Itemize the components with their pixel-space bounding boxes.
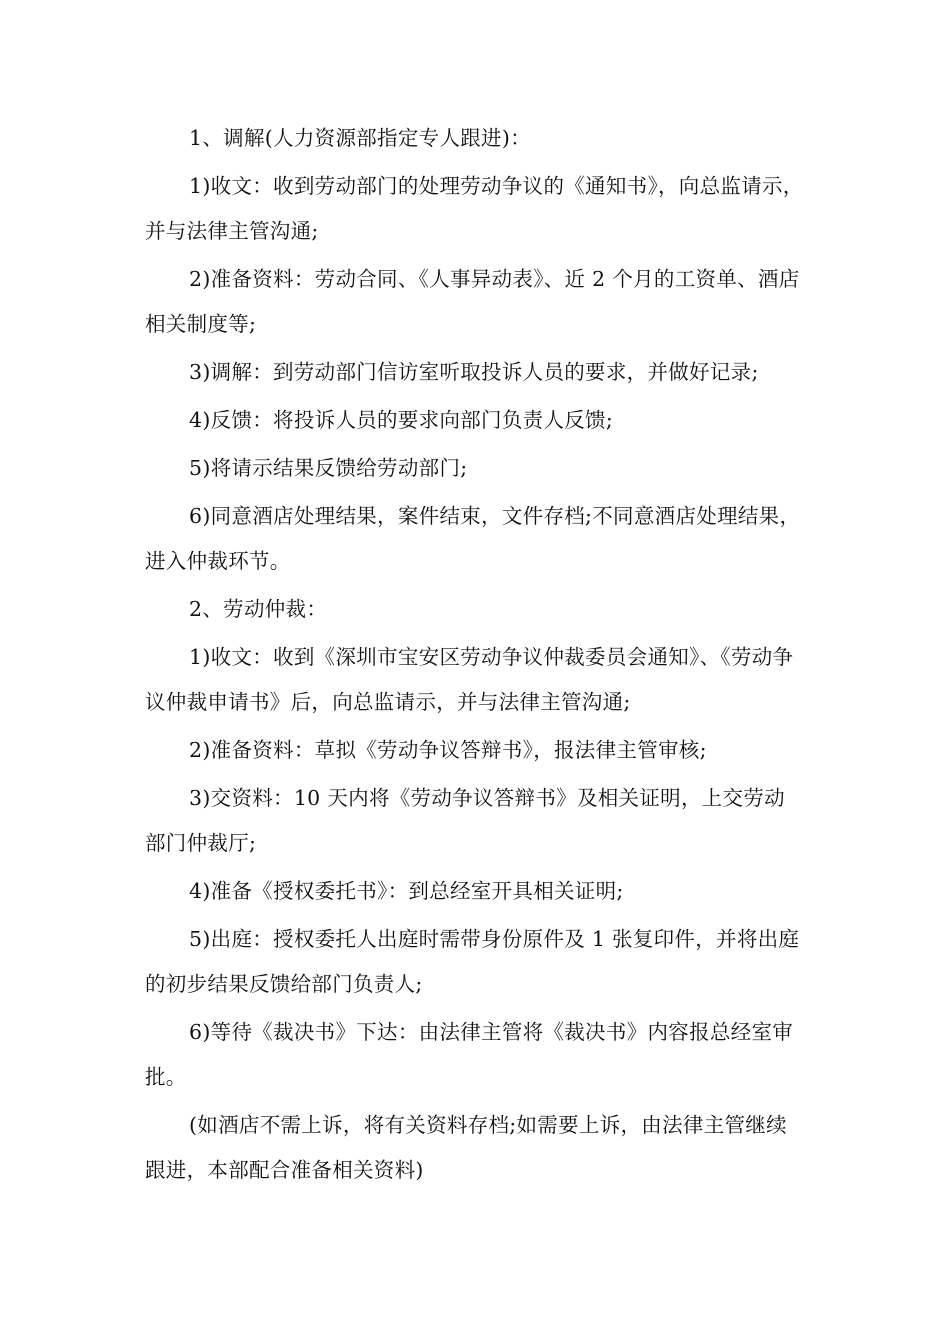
paragraph-receive-notice: 1)收文：收到劳动部门的处理劳动争议的《通知书》，向总监请示，并与法律主管沟通; [145,174,804,243]
paragraph-court-appearance: 5)出庭：授权委托人出庭时需带身份原件及 1 张复印件，并将出庭的初步结果反馈给部门负责人; [145,927,800,996]
paragraph-submit-materials: 3)交资料：10 天内将《劳动争议答辩书》及相关证明，上交劳动部门仲裁厅; [145,786,785,855]
paragraph-report-result: 5)将请示结果反馈给劳动部门; [189,456,468,480]
paragraph-await-ruling: 6)等待《裁决书》下达：由法律主管将《裁决书》内容报总经室审批。 [145,1020,794,1089]
paragraph-feedback: 4)反馈：将投诉人员的要求向部门负责人反馈; [189,408,614,432]
document-body [145,116,805,1196]
paragraph-receive-arbitration-notice: 1)收文：收到《深圳市宝安区劳动争议仲裁委员会通知》、《劳动争议仲裁申请书》后，向总监请示，并与法律主管沟通; [145,645,794,714]
paragraph-mediation: 3)调解：到劳动部门信访室听取投诉人员的要求，并做好记录; [189,360,759,384]
paragraph-appeal-note: (如酒店不需上诉，将有关资料存档;如需要上诉，由法律主管继续跟进，本部配合准备相关资料) [145,1113,787,1182]
section-heading-mediation: 1、调解(人力资源部指定专人跟进)： [189,126,531,150]
paragraph-draft-defense: 2)准备资料：草拟《劳动争议答辩书》，报法律主管审核; [189,738,707,762]
paragraph-authorization: 4)准备《授权委托书》：到总经室开具相关证明; [189,879,624,903]
paragraph-prepare-materials: 2)准备资料：劳动合同、《人事异动表》、近 2 个月的工资单、酒店相关制度等; [145,267,800,336]
section-heading-arbitration: 2、劳动仲裁： [189,597,328,621]
paragraph-case-outcome: 6)同意酒店处理结果，案件结束，文件存档;不同意酒店处理结果，进入仲裁环节。 [145,504,801,573]
